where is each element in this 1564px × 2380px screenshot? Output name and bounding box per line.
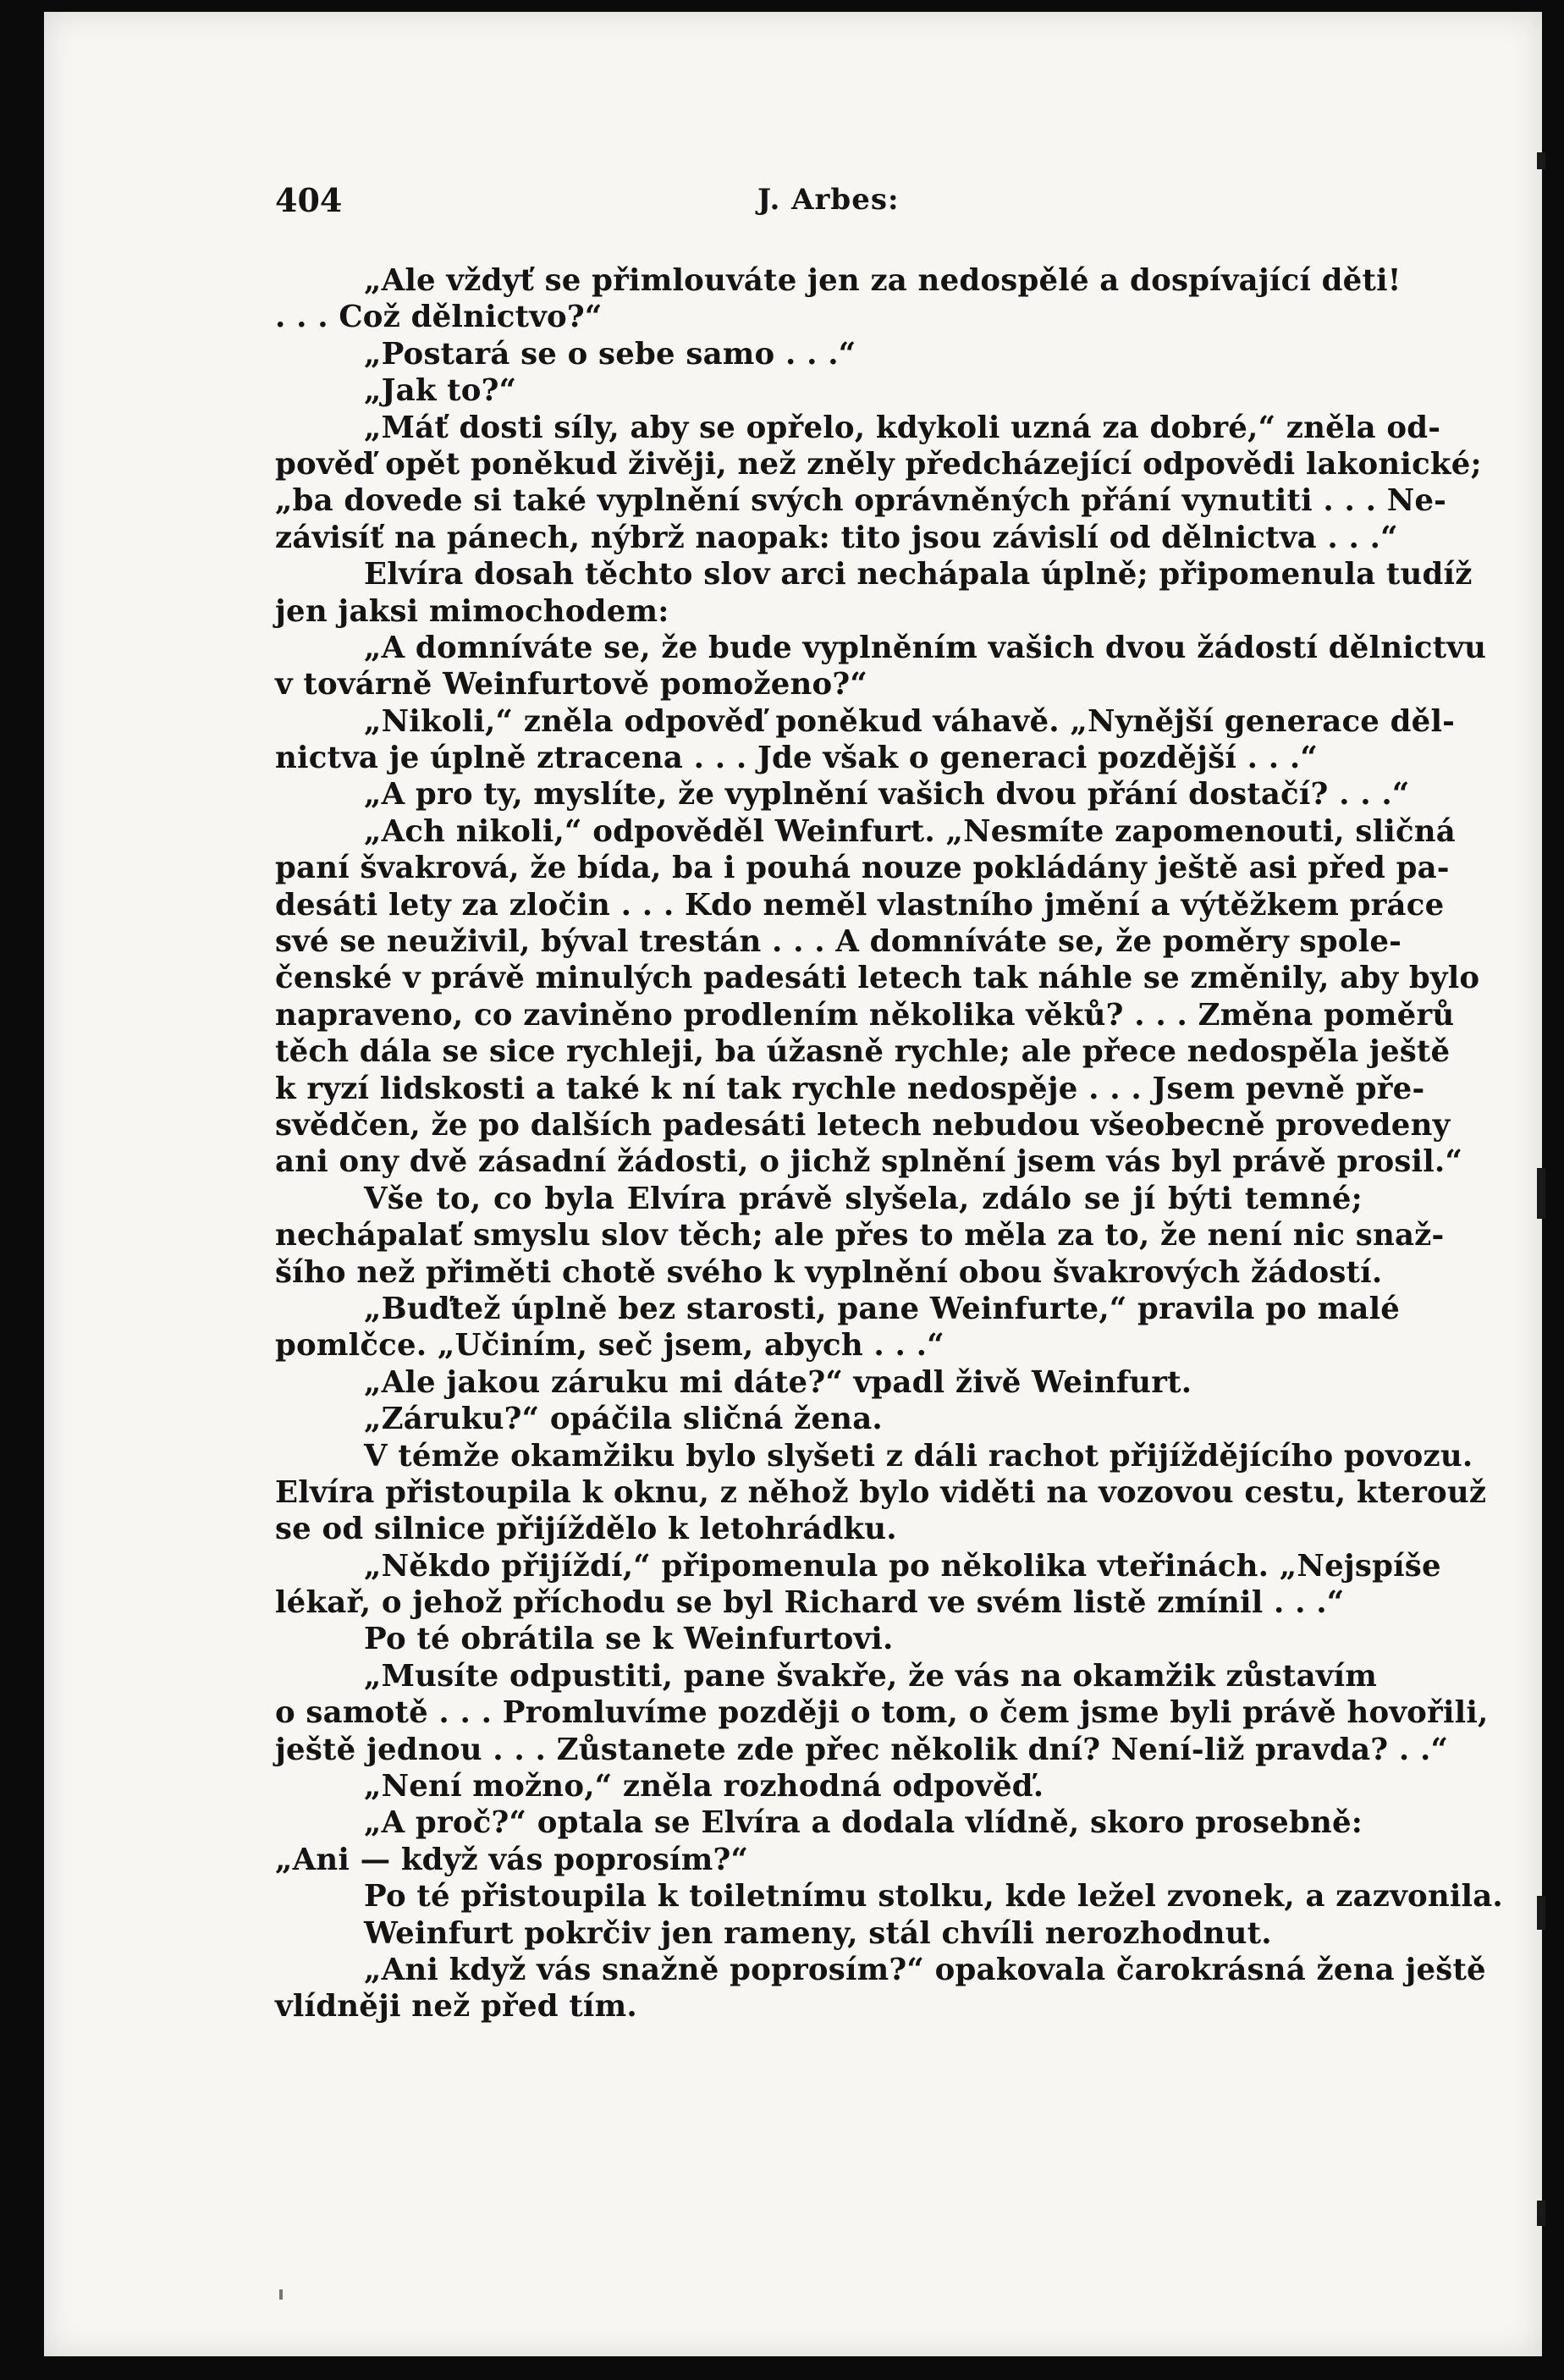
text-line: své se neuživil, býval trestán . . . A domníváte se, že poměry spole- <box>275 924 1402 960</box>
text-line: šího než přiměti chotě svého k vyplnění obou švakrových žádostí. <box>275 1254 1383 1290</box>
gutter-marks <box>1530 85 1564 2285</box>
text-line: desáti lety za zločin . . . Kdo neměl vlastního jmění a výtěžkem práce <box>275 887 1445 923</box>
text-line: „Ale vždyť se přimlouváte jen za nedospělé a dospívající děti! <box>364 263 1402 298</box>
text-line: „Ani — když vás poprosím?“ <box>275 1842 749 1877</box>
text-line: „Buďtež úplně bez starosti, pane Weinfurte,“ pravila po malé <box>364 1291 1401 1326</box>
text-line: pověď opět poněkud živěji, než zněly předcházející odpovědi lakonické; <box>275 446 1482 482</box>
text-line: „A pro ty, myslíte, že vyplnění vašich dvou přání dostačí? . . .“ <box>364 777 1410 813</box>
text-line: Po té obrátila se k Weinfurtovi. <box>364 1622 894 1657</box>
text-line: „Máť dosti síly, aby se opřelo, kdykoli uzná za dobré,“ zněla od- <box>364 410 1441 445</box>
text-line: „Záruku?“ opáčila sličná žena. <box>364 1402 883 1437</box>
text-line: Vše to, co byla Elvíra právě slyšela, zdálo se jí býti temné; <box>364 1181 1363 1216</box>
text-line: Weinfurt pokrčiv jen rameny, stál chvíli nerozhodnut. <box>364 1915 1272 1951</box>
text-line: „A proč?“ optala se Elvíra a dodala vlídně, skoro prosebně: <box>364 1805 1363 1841</box>
text-line: napraveno, co zaviněno prodlením několika věků? . . . Změna poměrů <box>275 997 1455 1033</box>
text-line: „Není možno,“ zněla rozhodná odpověď. <box>364 1769 1044 1804</box>
page-header <box>275 181 1363 232</box>
text-line: . . . Což dělnictvo?“ <box>275 300 603 335</box>
text-line: „Nikoli,“ zněla odpověď poněkud váhavě. „Nynější generace děl- <box>364 703 1456 739</box>
text-line: „Musíte odpustiti, pane švakře, že vás na okamžik zůstavím <box>364 1658 1378 1694</box>
text-line: „Někdo přijíždí,“ připomenula po několika vteřinách. „Nejspíše <box>364 1548 1441 1584</box>
text-line: „Postará se o sebe samo . . .“ <box>364 336 856 372</box>
scan-speck <box>279 2289 283 2300</box>
text-line: „Ani když vás snažně poprosím?“ opakovala čarokrásná žena ještě <box>364 1952 1486 1987</box>
text-line: „Ale jakou záruku mi dáte?“ vpadl živě Weinfurt. <box>364 1364 1192 1400</box>
text-line: se od silnice přijíždělo k letohrádku. <box>275 1512 897 1547</box>
text-line: jen jaksi mimochodem: <box>275 593 669 629</box>
text-line: čenské v právě minulých padesáti letech tak náhle se změnily, aby bylo <box>275 961 1480 996</box>
text-line: svědčen, že po dalších padesáti letech nebudou všeobecně provedeny <box>275 1107 1451 1143</box>
text-line: ještě jednou . . . Zůstanete zde přec několik dní? Není-liž pravda? . .“ <box>275 1732 1449 1767</box>
running-head: J. Arbes: <box>757 183 900 217</box>
text-line: těch dála se sice rychleji, ba úžasně rychle; ale přece nedospěla ještě <box>275 1034 1451 1070</box>
text-line: vlídněji než před tím. <box>275 1989 637 2025</box>
text-line: V témže okamžiku bylo slyšeti z dáli rachot přijíždějícího povozu. <box>364 1438 1473 1474</box>
text-line: nechápalať smyslu slov těch; ale přes to měla za to, že není nic snaž- <box>275 1218 1445 1253</box>
text-line: Elvíra přistoupila k oknu, z něhož bylo viděti na vozovou cestu, kterouž <box>275 1474 1487 1510</box>
text-line: paní švakrová, že bída, ba i pouhá nouze pokládány ještě asi před pa- <box>275 851 1450 886</box>
text-line: „Jak to?“ <box>364 373 517 409</box>
text-line: Elvíra dosah těchto slov arci nechápala úplně; připomenula tudíž <box>364 557 1473 592</box>
text-line: „Ach nikoli,“ odpověděl Weinfurt. „Nesmíte zapomenouti, sličná <box>364 813 1456 849</box>
page-number: 404 <box>275 181 343 219</box>
text-line: „A domníváte se, že bude vyplněním vašich dvou žádostí dělnictvu <box>364 630 1487 665</box>
text-line: o samotě . . . Promluvíme později o tom, o čem jsme byli právě hovořili, <box>275 1695 1489 1731</box>
text-line: „ba dovede si také vyplnění svých oprávněných přání vynutiti . . . Ne- <box>275 483 1447 519</box>
text-line: závisíť na pánech, nýbrž naopak: tito jsou závislí od dělnictva . . .“ <box>275 520 1398 555</box>
text-line: lékař, o jehož příchodu se byl Richard ve svém listě zmínil . . .“ <box>275 1585 1345 1621</box>
text-line: nictva je úplně ztracena . . . Jde však o generaci pozdější . . .“ <box>275 741 1319 776</box>
text-line: v továrně Weinfurtově pomoženo?“ <box>275 667 868 702</box>
text-line: Po té přistoupila k toiletnímu stolku, kde ležel zvonek, a zazvonila. <box>364 1879 1503 1914</box>
text-line: ani ony dvě zásadní žádosti, o jichž splnění jsem vás byl právě prosil.“ <box>275 1144 1463 1180</box>
text-line: pomlčce. „Učiním, seč jsem, abych . . .“ <box>275 1328 944 1364</box>
text-line: k ryzí lidskosti a také k ní tak rychle nedospěje . . . Jsem pevně pře- <box>275 1071 1425 1106</box>
body-text <box>275 262 1503 2025</box>
